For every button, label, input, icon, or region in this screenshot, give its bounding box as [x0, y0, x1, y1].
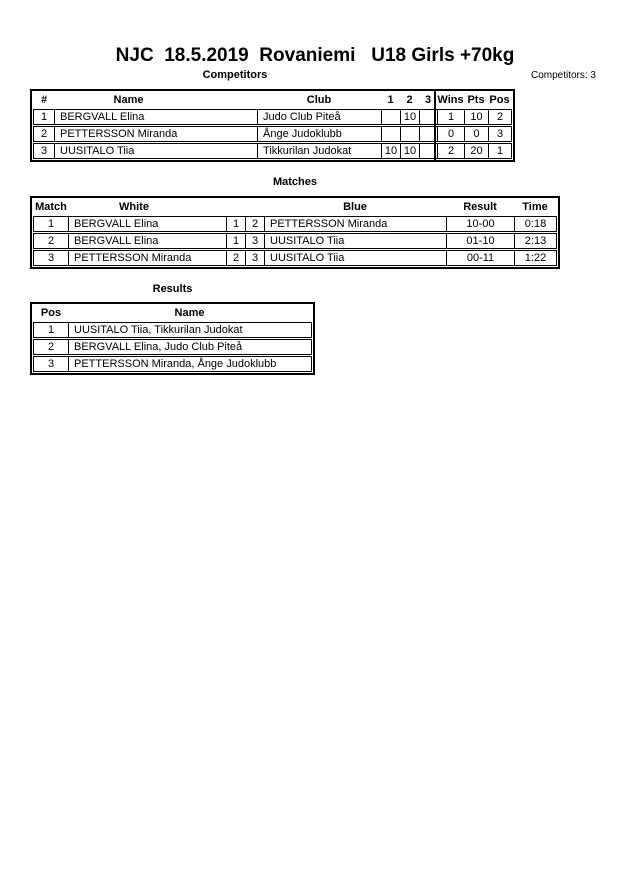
- round-2-score: 10: [400, 110, 419, 124]
- result-position: 2: [47, 341, 55, 353]
- round-1-score: 10: [381, 144, 400, 158]
- match-row: [33, 250, 557, 266]
- results-section-heading: Results: [152, 283, 193, 295]
- header-time: Time: [522, 201, 548, 213]
- wins-separator-line: [434, 91, 436, 160]
- competitor-name: UUSITALO Tiia: [54, 144, 257, 158]
- match-number: 1: [47, 218, 55, 230]
- header-white-number: [226, 199, 245, 215]
- blue-player-number: 3: [245, 251, 264, 265]
- header-position: Pos: [489, 94, 510, 106]
- match-number: 2: [47, 235, 55, 247]
- competitor-number: 1: [40, 111, 48, 123]
- header-round-1: 1: [387, 94, 394, 106]
- competitor-position: 3: [488, 127, 511, 141]
- competitor-name: BERGVALL Elina: [54, 110, 257, 124]
- header-blue-number: [245, 199, 264, 215]
- competitors-table: [30, 89, 515, 162]
- match-time: 1:22: [514, 251, 556, 265]
- blue-player-number: 2: [245, 217, 264, 231]
- match-result: 01-10: [446, 234, 514, 248]
- white-player-number: 1: [226, 217, 245, 231]
- result-row: [33, 356, 312, 372]
- competitors-section-heading: Competitors: [202, 69, 268, 81]
- page-title: NJC 18.5.2019 Rovaniemi U18 Girls +70kg: [115, 45, 515, 66]
- header-white: White: [119, 201, 149, 213]
- blue-player-name: UUSITALO Tiia: [264, 234, 446, 248]
- competitor-wins: 1: [437, 110, 464, 124]
- header-club: Club: [306, 94, 332, 106]
- competitor-row: [33, 109, 512, 125]
- match-row: [33, 216, 557, 232]
- match-result: 00-11: [446, 251, 514, 265]
- matches-table: [30, 196, 560, 269]
- header-round-2: 2: [406, 94, 413, 106]
- blue-player-name: UUSITALO Tiia: [264, 251, 446, 265]
- matches-section-heading: Matches: [272, 176, 318, 188]
- competitor-club: Ånge Judoklubb: [257, 127, 381, 141]
- match-result: 10-00: [446, 217, 514, 231]
- match-row: [33, 233, 557, 249]
- round-2-score: 10: [400, 144, 419, 158]
- header-number: #: [40, 94, 48, 106]
- competitor-points: 10: [464, 110, 488, 124]
- match-time: 0:18: [514, 217, 556, 231]
- result-name-and-club: BERGVALL Elina, Judo Club Piteå: [68, 340, 311, 354]
- match-number: 3: [47, 252, 55, 264]
- competitor-name: PETTERSSON Miranda: [54, 127, 257, 141]
- header-result: Result: [463, 201, 497, 213]
- competitor-club: Tikkurilan Judokat: [257, 144, 381, 158]
- result-row: [33, 322, 312, 338]
- round-2-score: [400, 127, 419, 141]
- result-name-and-club: UUSITALO Tiia, Tikkurilan Judokat: [68, 323, 311, 337]
- round-1-score: [381, 127, 400, 141]
- header-wins: Wins: [437, 94, 464, 106]
- match-time: 2:13: [514, 234, 556, 248]
- results-header-row: [33, 305, 312, 321]
- white-player-number: 2: [226, 251, 245, 265]
- competitors-count-label: Competitors: 3: [530, 70, 596, 81]
- header-round-3: 3: [424, 94, 432, 106]
- competitor-wins: 2: [437, 144, 464, 158]
- competitor-row: [33, 143, 512, 159]
- blue-player-number: 3: [245, 234, 264, 248]
- white-player-name: BERGVALL Elina: [68, 217, 226, 231]
- result-position: 1: [47, 324, 55, 336]
- result-row: [33, 339, 312, 355]
- white-player-name: PETTERSSON Miranda: [68, 251, 226, 265]
- matches-header-row: [33, 199, 557, 215]
- result-name-and-club: PETTERSSON Miranda, Ånge Judoklubb: [68, 357, 311, 371]
- results-table: [30, 302, 315, 375]
- competitor-position: 1: [488, 144, 511, 158]
- header-points: Pts: [467, 94, 485, 106]
- competitor-club: Judo Club Piteå: [257, 110, 381, 124]
- competitor-wins: 0: [437, 127, 464, 141]
- header-name: Name: [174, 307, 205, 319]
- competitors-header-row: [33, 92, 512, 108]
- blue-player-name: PETTERSSON Miranda: [264, 217, 446, 231]
- competitor-number: 3: [40, 145, 48, 157]
- competitor-row: [33, 126, 512, 142]
- competitor-position: 2: [488, 110, 511, 124]
- competitor-points: 20: [464, 144, 488, 158]
- result-position: 3: [47, 358, 55, 370]
- header-blue: Blue: [343, 201, 367, 213]
- header-name: Name: [113, 94, 144, 106]
- white-player-name: BERGVALL Elina: [68, 234, 226, 248]
- white-player-number: 1: [226, 234, 245, 248]
- competitor-points: 0: [464, 127, 488, 141]
- round-1-score: [381, 110, 400, 124]
- competitor-number: 2: [40, 128, 48, 140]
- header-position: Pos: [40, 307, 62, 319]
- header-match: Match: [35, 201, 67, 213]
